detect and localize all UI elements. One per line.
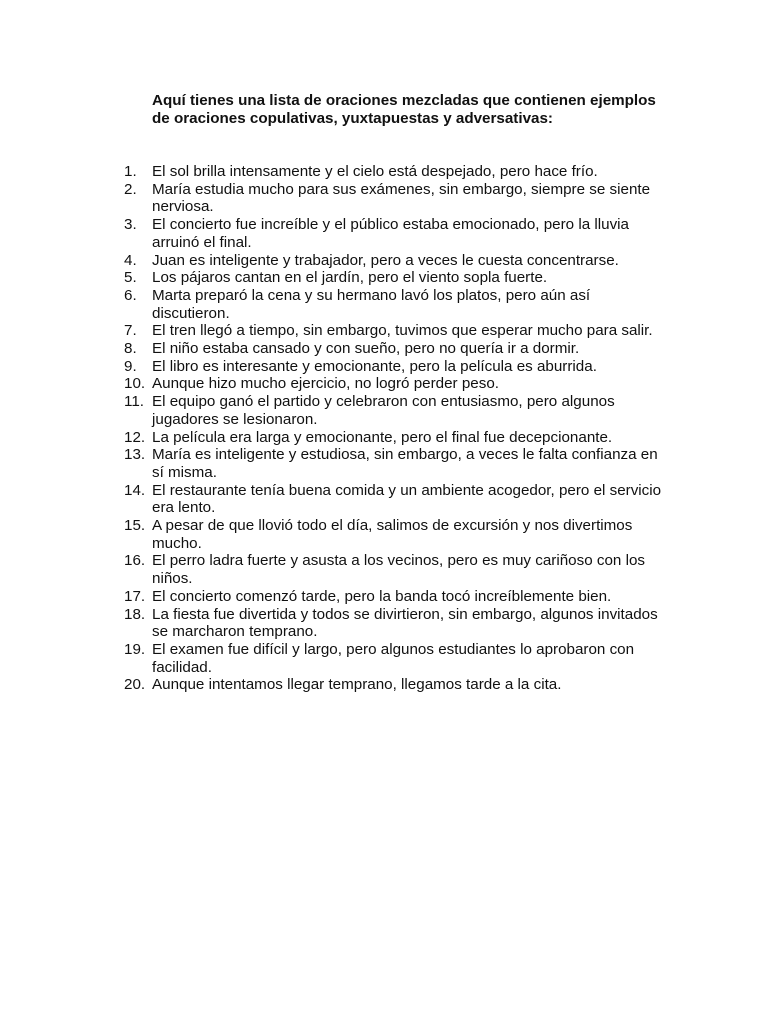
list-item <box>112 322 672 340</box>
sentence-text <box>152 181 672 216</box>
list-number <box>112 482 152 500</box>
list-number <box>112 216 152 234</box>
list-number <box>112 340 152 358</box>
sentence-text <box>152 482 672 517</box>
sentence-line: La película era larga y emocionante, pero el final fue decepcionante. <box>152 428 613 446</box>
sentence-line: nerviosa. <box>152 198 214 216</box>
sentence-line: Los pájaros cantan en el jardín, pero el viento sopla fuerte. <box>152 269 548 287</box>
sentence-line: María es inteligente y estudiosa, sin embargo, a veces le falta confianza en <box>152 446 658 464</box>
sentence-text <box>152 641 672 676</box>
list-number-label: 1. <box>124 163 137 180</box>
sentence-text <box>152 588 672 606</box>
sentence-text <box>152 375 672 393</box>
list-number-label: 17. <box>124 587 146 605</box>
sentence-line: El libro es interesante y emocionante, pero la película es aburrida. <box>152 357 597 375</box>
list-number <box>112 446 152 464</box>
sentence-line: niños. <box>152 570 193 588</box>
list-item <box>112 552 672 587</box>
list-number-label: 13. <box>124 446 146 464</box>
sentence-line: María estudia mucho para sus exámenes, sin embargo, siempre se siente <box>152 180 651 198</box>
sentence-text <box>152 517 672 552</box>
sentence-text <box>152 340 672 358</box>
sentence-line: era lento. <box>152 499 216 517</box>
list-item <box>112 517 672 552</box>
sentence-line: mucho. <box>152 534 202 552</box>
list-number-label: 12. <box>124 428 146 446</box>
sentence-text <box>152 552 672 587</box>
list-number <box>112 588 152 606</box>
list-item <box>112 676 672 694</box>
sentence-line: discutieron. <box>152 304 230 322</box>
sentence-line: El equipo ganó el partido y celebraron con entusiasmo, pero algunos <box>152 393 615 411</box>
sentence-line: jugadores se lesionaron. <box>152 410 318 428</box>
list-number-label: 14. <box>124 481 146 499</box>
sentence-line: El perro ladra fuerte y asusta a los vecinos, pero es muy cariñoso con los <box>152 552 645 570</box>
list-number-label: 19. <box>124 640 146 658</box>
list-number-label: 11. <box>124 393 144 411</box>
list-number <box>112 375 152 393</box>
list-number-label: 20. <box>124 676 146 694</box>
list-number-label: 8. <box>124 340 137 358</box>
list-item <box>112 163 672 181</box>
list-number <box>112 393 152 411</box>
sentence-text <box>152 163 672 181</box>
list-item <box>112 181 672 216</box>
sentence-line: facilidad. <box>152 658 212 676</box>
heading-line: de oraciones copulativas, yuxtapuestas y adversativas: <box>152 110 553 127</box>
sentence-text <box>152 216 672 251</box>
list-number <box>112 552 152 570</box>
sentence-text <box>152 606 672 641</box>
list-item <box>112 375 672 393</box>
list-item <box>112 269 672 287</box>
list-number-label: 5. <box>124 269 137 287</box>
sentence-line: Marta preparó la cena y su hermano lavó los platos, pero aún así <box>152 286 591 304</box>
sentence-line: El restaurante tenía buena comida y un ambiente acogedor, pero el servicio <box>152 481 662 499</box>
list-number <box>112 429 152 447</box>
sentence-text <box>152 269 672 287</box>
sentence-line: se marcharon temprano. <box>152 623 318 641</box>
list-item <box>112 252 672 270</box>
sentence-line: El concierto comenzó tarde, pero la banda tocó increíblemente bien. <box>152 587 612 605</box>
sentence-line: El tren llegó a tiempo, sin embargo, tuvimos que esperar mucho para salir. <box>152 322 653 340</box>
list-number <box>112 517 152 535</box>
list-number-label: 15. <box>124 517 146 535</box>
sentence-line: La fiesta fue divertida y todos se divirtieron, sin embargo, algunos invitados <box>152 605 658 623</box>
list-item <box>112 641 672 676</box>
sentence-text <box>152 676 672 694</box>
list-number-label: 2. <box>124 180 137 198</box>
list-number <box>112 269 152 287</box>
sentence-line: Juan es inteligente y trabajador, pero a veces le cuesta concentrarse. <box>152 251 619 269</box>
list-item <box>112 606 672 641</box>
sentence-text <box>152 393 672 428</box>
list-number <box>112 163 152 181</box>
sentence-line: Aunque intentamos llegar temprano, llegamos tarde a la cita. <box>152 676 562 694</box>
list-item <box>112 393 672 428</box>
sentence-text <box>152 287 672 322</box>
list-number <box>112 287 152 305</box>
list-number <box>112 676 152 694</box>
list-number-label: 9. <box>124 357 137 375</box>
sentence-text <box>152 252 672 270</box>
list-item <box>112 588 672 606</box>
sentence-line: A pesar de que llovió todo el día, salimos de excursión y nos divertimos <box>152 517 633 535</box>
list-item <box>112 340 672 358</box>
sentence-line: El examen fue difícil y largo, pero algunos estudiantes lo aprobaron con <box>152 640 635 658</box>
list-number <box>112 358 152 376</box>
sentence-line: sí misma. <box>152 463 217 481</box>
sentence-text <box>152 429 672 447</box>
sentence-text <box>152 446 672 481</box>
page-heading <box>152 92 672 128</box>
list-number-label: 7. <box>124 322 137 340</box>
list-number <box>112 252 152 270</box>
list-item <box>112 216 672 251</box>
list-number <box>112 181 152 199</box>
sentence-text <box>152 358 672 376</box>
heading-line: Aquí tienes una lista de oraciones mezcladas que contienen ejemplos <box>152 92 656 109</box>
sentence-line: El concierto fue increíble y el público estaba emocionado, pero la lluvia <box>152 216 629 234</box>
list-number-label: 4. <box>124 251 137 269</box>
list-number-label: 16. <box>124 552 146 570</box>
list-item <box>112 358 672 376</box>
list-item <box>112 287 672 322</box>
sentence-line: El niño estaba cansado y con sueño, pero no quería ir a dormir. <box>152 340 580 358</box>
list-number-label: 6. <box>124 286 137 304</box>
list-number-label: 18. <box>124 605 146 623</box>
sentence-line: arruinó el final. <box>152 233 252 251</box>
list-item <box>112 429 672 447</box>
sentence-text <box>152 322 672 340</box>
list-number-label: 10. <box>124 375 146 393</box>
sentence-line: Aunque hizo mucho ejercicio, no logró perder peso. <box>152 375 499 393</box>
list-number-label: 3. <box>124 216 137 234</box>
list-item <box>112 446 672 481</box>
list-number <box>112 641 152 659</box>
list-number <box>112 322 152 340</box>
sentence-list <box>112 163 672 694</box>
list-number <box>112 606 152 624</box>
sentence-line: El sol brilla intensamente y el cielo está despejado, pero hace frío. <box>152 163 598 180</box>
list-item <box>112 482 672 517</box>
